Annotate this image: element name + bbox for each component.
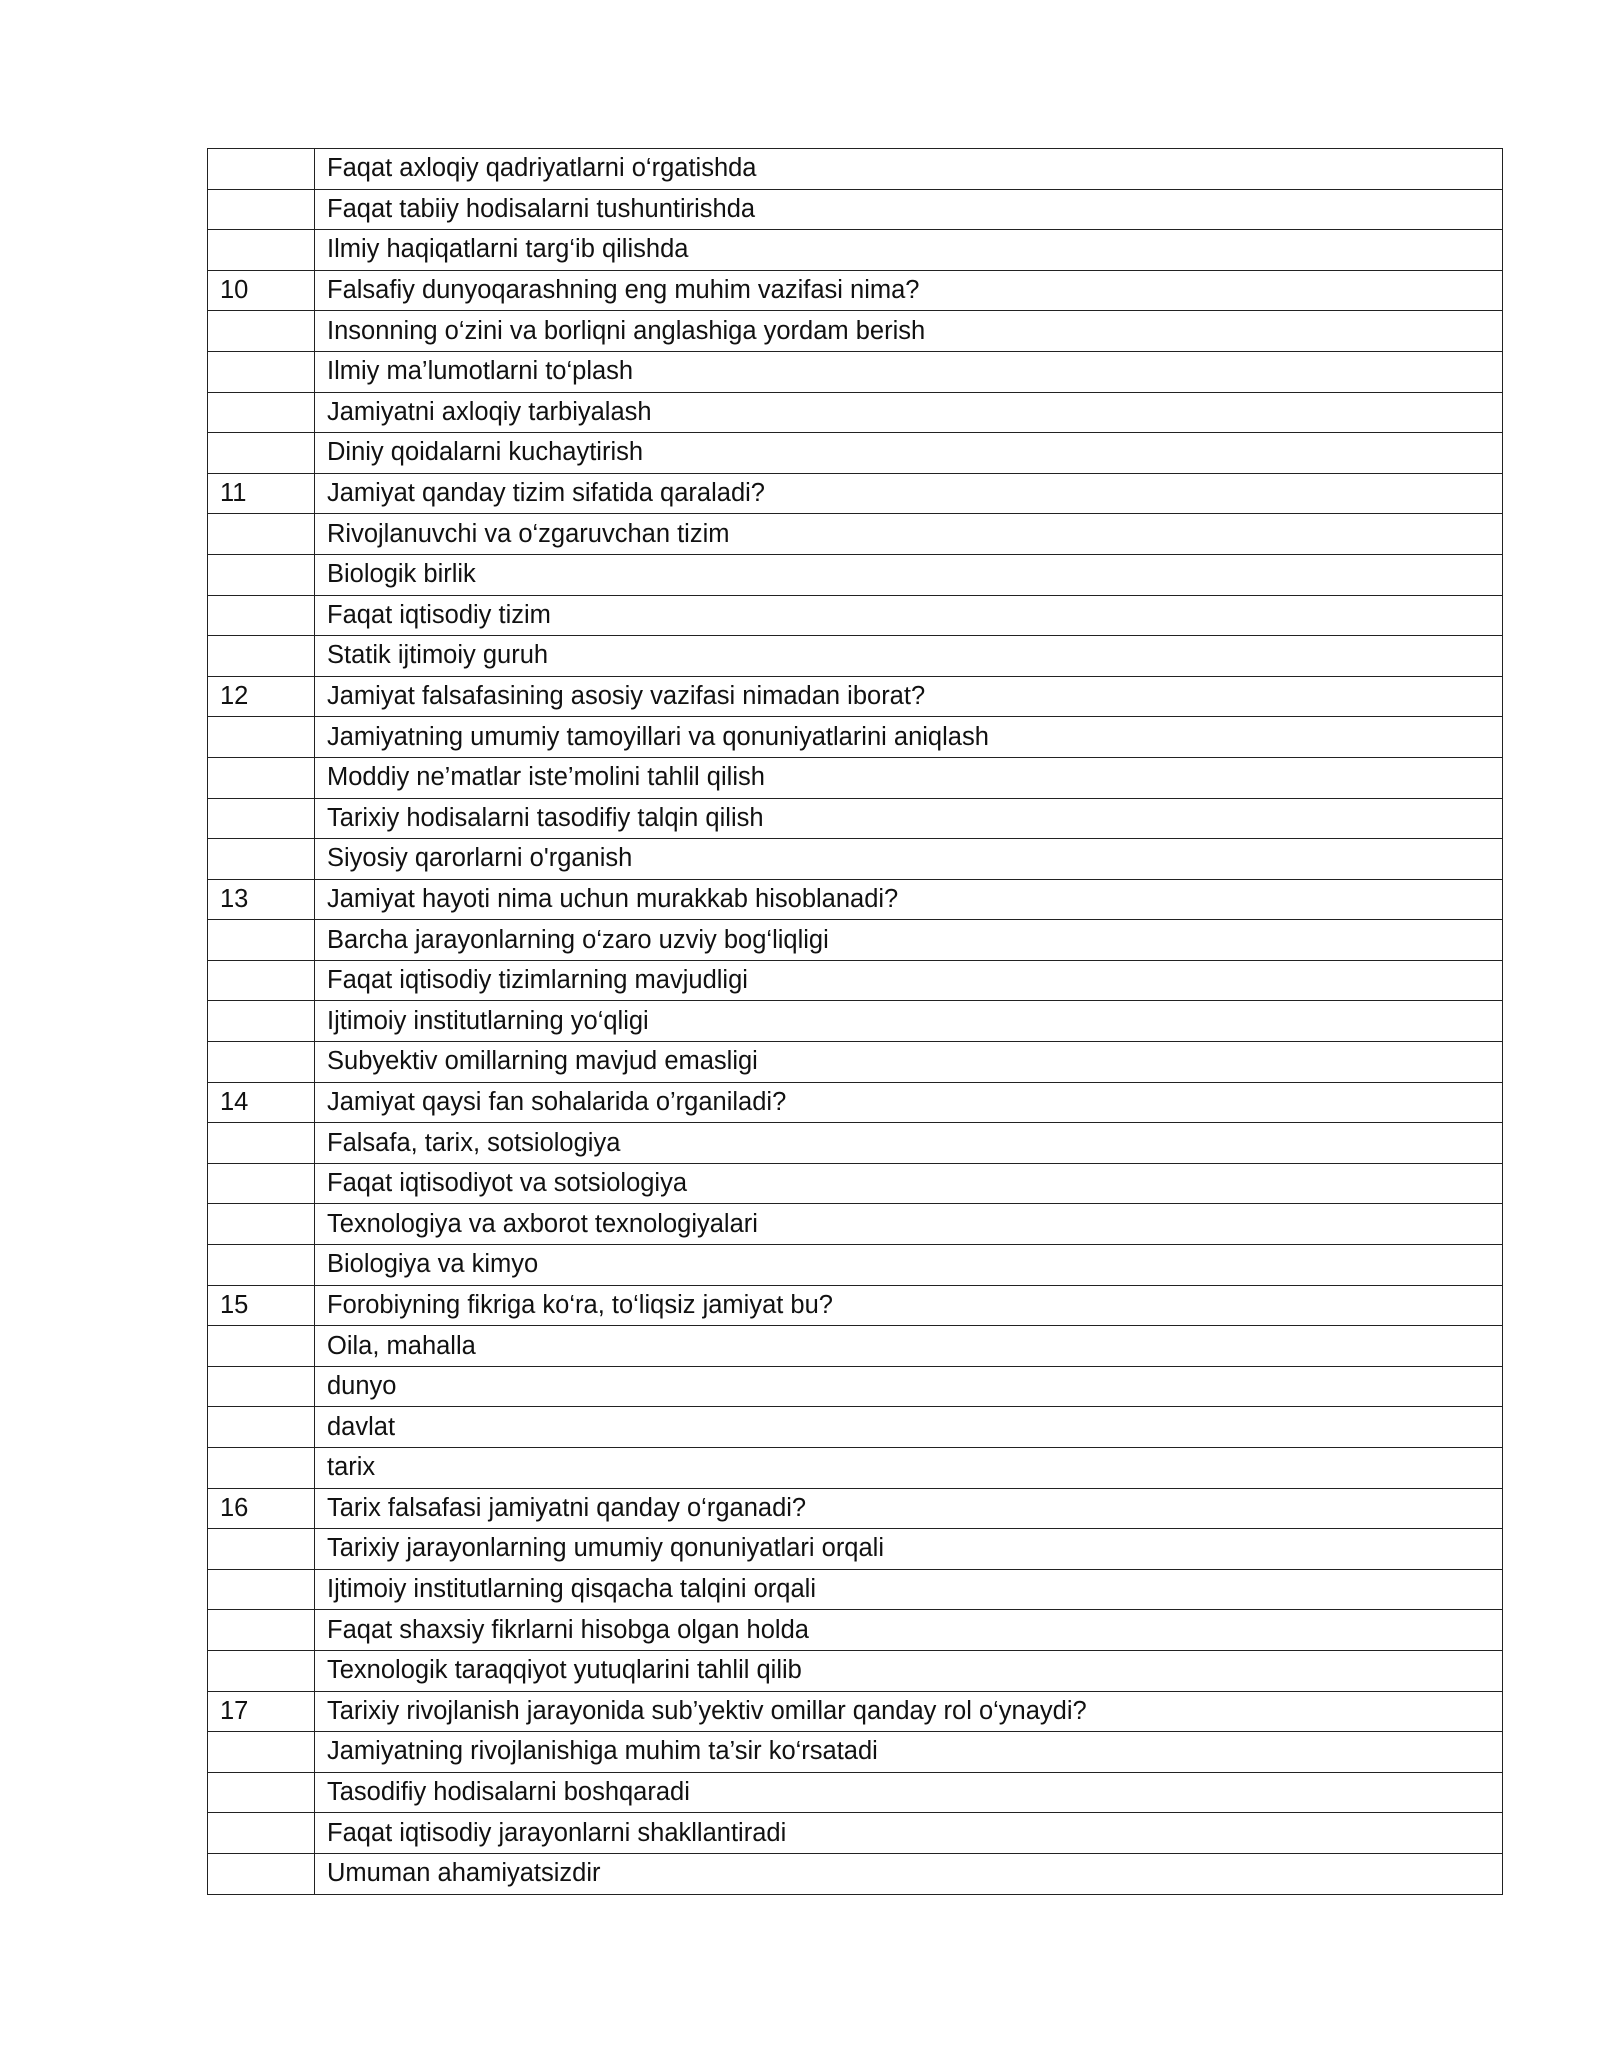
answer-row xyxy=(208,514,1503,555)
answer-row xyxy=(208,433,1503,474)
answer-row xyxy=(208,1407,1503,1448)
question-number-cell xyxy=(208,189,315,230)
answer-option-cell: tarix xyxy=(315,1448,1503,1489)
answer-option-cell: Oila, mahalla xyxy=(315,1326,1503,1367)
answer-option-cell: Biologik birlik xyxy=(315,554,1503,595)
answer-option-cell: Faqat axloqiy qadriyatlarni o‘rgatishda xyxy=(315,149,1503,190)
question-number-cell xyxy=(208,960,315,1001)
question-number-cell xyxy=(208,1650,315,1691)
question-number-cell xyxy=(208,1569,315,1610)
question-number-cell xyxy=(208,514,315,555)
question-number-cell: 15 xyxy=(208,1285,315,1326)
answer-row xyxy=(208,351,1503,392)
question-text-cell: Jamiyat qanday tizim sifatida qaraladi? xyxy=(315,473,1503,514)
question-number-cell xyxy=(208,1204,315,1245)
question-row xyxy=(208,1488,1503,1529)
question-text-cell: Jamiyat hayoti nima uchun murakkab hisoblanadi? xyxy=(315,879,1503,920)
question-number-cell xyxy=(208,1407,315,1448)
answer-option-cell: Ijtimoiy institutlarning qisqacha talqini orqali xyxy=(315,1569,1503,1610)
answer-option-cell: Tarixiy jarayonlarning umumiy qonuniyatlari orqali xyxy=(315,1529,1503,1570)
question-text-cell: Tarix falsafasi jamiyatni qanday o‘rganadi? xyxy=(315,1488,1503,1529)
question-text-cell: Jamiyat qaysi fan sohalarida o’rganiladi? xyxy=(315,1082,1503,1123)
answer-option-cell: Faqat iqtisodiy tizim xyxy=(315,595,1503,636)
question-number-cell xyxy=(208,1123,315,1164)
answer-row xyxy=(208,1448,1503,1489)
answer-row xyxy=(208,920,1503,961)
answer-option-cell: Faqat iqtisodiy jarayonlarni shakllantiradi xyxy=(315,1813,1503,1854)
question-number-cell: 12 xyxy=(208,676,315,717)
answer-option-cell: Falsafa, tarix, sotsiologiya xyxy=(315,1123,1503,1164)
answer-row xyxy=(208,1042,1503,1083)
quiz-table xyxy=(207,148,1503,1895)
answer-row xyxy=(208,1813,1503,1854)
answer-option-cell: Faqat tabiiy hodisalarni tushuntirishda xyxy=(315,189,1503,230)
answer-option-cell: Ilmiy ma’lumotlarni to‘plash xyxy=(315,351,1503,392)
question-number-cell xyxy=(208,1448,315,1489)
question-number-cell xyxy=(208,1042,315,1083)
question-number-cell xyxy=(208,1001,315,1042)
question-number-cell xyxy=(208,230,315,271)
answer-row xyxy=(208,1853,1503,1894)
answer-option-cell: Ijtimoiy institutlarning yo‘qligi xyxy=(315,1001,1503,1042)
question-number-cell: 16 xyxy=(208,1488,315,1529)
question-number-cell xyxy=(208,1853,315,1894)
answer-option-cell: Insonning o‘zini va borliqni anglashiga yordam berish xyxy=(315,311,1503,352)
answer-row xyxy=(208,1001,1503,1042)
question-number-cell xyxy=(208,1163,315,1204)
answer-row xyxy=(208,595,1503,636)
answer-option-cell: Jamiyatning rivojlanishiga muhim ta’sir ko‘rsatadi xyxy=(315,1732,1503,1773)
question-number-cell xyxy=(208,149,315,190)
answer-row xyxy=(208,1732,1503,1773)
question-number-cell xyxy=(208,839,315,880)
answer-row xyxy=(208,189,1503,230)
question-number-cell: 14 xyxy=(208,1082,315,1123)
answer-row xyxy=(208,1123,1503,1164)
question-number-cell xyxy=(208,757,315,798)
answer-row xyxy=(208,1245,1503,1286)
question-number-cell xyxy=(208,1610,315,1651)
answer-option-cell: Ilmiy haqiqatlarni targ‘ib qilishda xyxy=(315,230,1503,271)
answer-option-cell: Rivojlanuvchi va o‘zgaruvchan tizim xyxy=(315,514,1503,555)
answer-option-cell: Subyektiv omillarning mavjud emasligi xyxy=(315,1042,1503,1083)
answer-row xyxy=(208,1650,1503,1691)
answer-row xyxy=(208,839,1503,880)
question-number-cell xyxy=(208,1529,315,1570)
answer-option-cell: Biologiya va kimyo xyxy=(315,1245,1503,1286)
question-text-cell: Forobiyning fikriga ko‘ra, to‘liqsiz jamiyat bu? xyxy=(315,1285,1503,1326)
question-number-cell xyxy=(208,717,315,758)
answer-row xyxy=(208,149,1503,190)
answer-row xyxy=(208,1163,1503,1204)
answer-row xyxy=(208,1529,1503,1570)
question-row xyxy=(208,1285,1503,1326)
answer-option-cell: Umuman ahamiyatsizdir xyxy=(315,1853,1503,1894)
answer-row xyxy=(208,757,1503,798)
answer-option-cell: Statik ijtimoiy guruh xyxy=(315,636,1503,677)
question-number-cell: 10 xyxy=(208,270,315,311)
question-number-cell xyxy=(208,554,315,595)
question-text-cell: Falsafiy dunyoqarashning eng muhim vazifasi nima? xyxy=(315,270,1503,311)
question-number-cell xyxy=(208,636,315,677)
question-row xyxy=(208,1691,1503,1732)
question-row xyxy=(208,270,1503,311)
question-number-cell xyxy=(208,311,315,352)
quiz-table-body xyxy=(208,149,1503,1895)
answer-row xyxy=(208,230,1503,271)
answer-option-cell: Barcha jarayonlarning o‘zaro uzviy bog‘liqligi xyxy=(315,920,1503,961)
question-number-cell: 17 xyxy=(208,1691,315,1732)
question-row xyxy=(208,473,1503,514)
question-number-cell: 13 xyxy=(208,879,315,920)
answer-row xyxy=(208,554,1503,595)
answer-row xyxy=(208,717,1503,758)
answer-row xyxy=(208,1772,1503,1813)
answer-option-cell: Diniy qoidalarni kuchaytirish xyxy=(315,433,1503,474)
answer-option-cell: Texnologik taraqqiyot yutuqlarini tahlil qilib xyxy=(315,1650,1503,1691)
question-row xyxy=(208,1082,1503,1123)
question-number-cell xyxy=(208,392,315,433)
answer-row xyxy=(208,1569,1503,1610)
question-number-cell xyxy=(208,351,315,392)
answer-row xyxy=(208,636,1503,677)
answer-option-cell: dunyo xyxy=(315,1366,1503,1407)
answer-row xyxy=(208,1610,1503,1651)
question-row xyxy=(208,879,1503,920)
question-row xyxy=(208,676,1503,717)
question-number-cell xyxy=(208,1245,315,1286)
answer-row xyxy=(208,1366,1503,1407)
answer-option-cell: Texnologiya va axborot texnologiyalari xyxy=(315,1204,1503,1245)
answer-option-cell: Faqat iqtisodiyot va sotsiologiya xyxy=(315,1163,1503,1204)
question-text-cell: Jamiyat falsafasining asosiy vazifasi nimadan iborat? xyxy=(315,676,1503,717)
answer-option-cell: Jamiyatni axloqiy tarbiyalash xyxy=(315,392,1503,433)
answer-option-cell: Moddiy ne’matlar iste’molini tahlil qilish xyxy=(315,757,1503,798)
answer-row xyxy=(208,960,1503,1001)
answer-row xyxy=(208,1204,1503,1245)
question-number-cell: 11 xyxy=(208,473,315,514)
answer-row xyxy=(208,392,1503,433)
question-number-cell xyxy=(208,1366,315,1407)
question-text-cell: Tarixiy rivojlanish jarayonida sub’yektiv omillar qanday rol o‘ynaydi? xyxy=(315,1691,1503,1732)
answer-row xyxy=(208,798,1503,839)
question-number-cell xyxy=(208,433,315,474)
question-number-cell xyxy=(208,595,315,636)
question-number-cell xyxy=(208,1772,315,1813)
answer-option-cell: Faqat iqtisodiy tizimlarning mavjudligi xyxy=(315,960,1503,1001)
answer-option-cell: Tasodifiy hodisalarni boshqaradi xyxy=(315,1772,1503,1813)
question-number-cell xyxy=(208,920,315,961)
answer-option-cell: davlat xyxy=(315,1407,1503,1448)
answer-row xyxy=(208,311,1503,352)
answer-option-cell: Jamiyatning umumiy tamoyillari va qonuniyatlarini aniqlash xyxy=(315,717,1503,758)
question-number-cell xyxy=(208,1732,315,1773)
answer-option-cell: Faqat shaxsiy fikrlarni hisobga olgan holda xyxy=(315,1610,1503,1651)
answer-option-cell: Siyosiy qarorlarni o'rganish xyxy=(315,839,1503,880)
answer-row xyxy=(208,1326,1503,1367)
question-number-cell xyxy=(208,1326,315,1367)
question-number-cell xyxy=(208,1813,315,1854)
question-number-cell xyxy=(208,798,315,839)
answer-option-cell: Tarixiy hodisalarni tasodifiy talqin qilish xyxy=(315,798,1503,839)
